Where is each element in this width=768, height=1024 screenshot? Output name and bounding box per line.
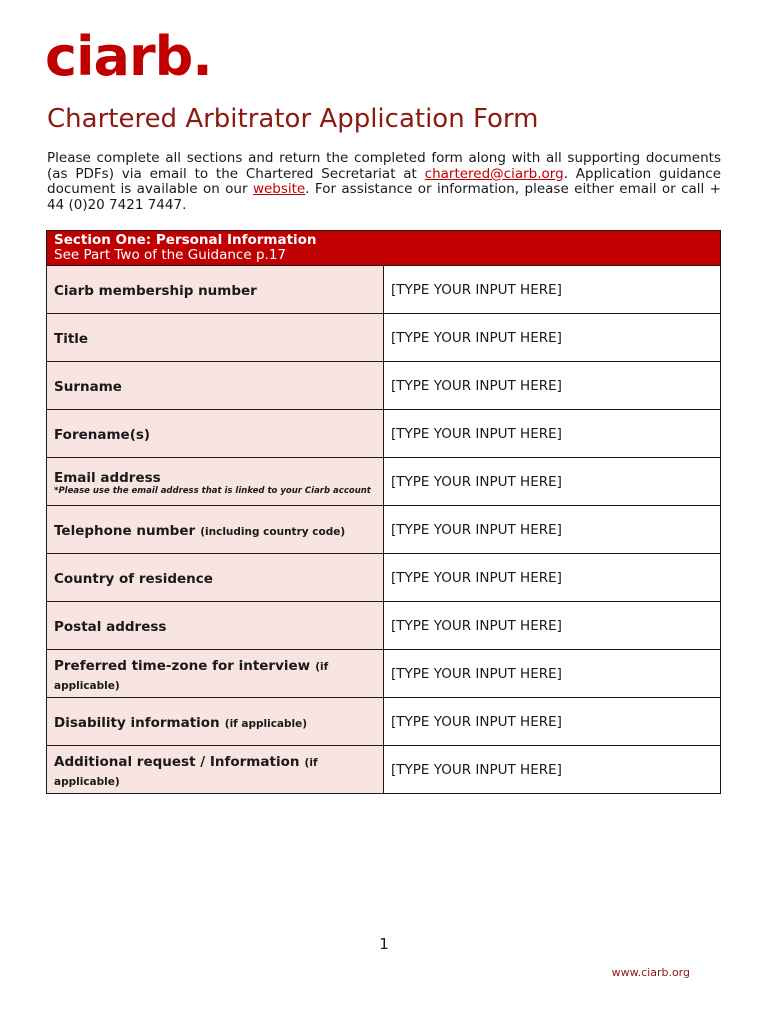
membership-number-label: Ciarb membership number [54,283,257,299]
disability-qualifier: (if applicable) [224,718,308,730]
forenames-label: Forename(s) [54,427,151,443]
form-row [47,506,721,554]
additional-request-qualifier: (if applicable) [54,756,318,788]
form-row [47,554,721,602]
field-label-cell [47,698,384,746]
website-link[interactable]: website [252,181,306,198]
ciarb-logo: ciarb. [45,25,212,88]
footer-url[interactable]: www.ciarb.org [611,966,690,979]
form-row [47,650,721,698]
field-label-cell [47,746,384,794]
intro-text: . For assistance or information, please either email or call + 44 (0)20 7421 7447. [47,181,721,213]
telephone-input[interactable]: [TYPE YOUR INPUT HERE] [384,506,721,554]
form-row [47,362,721,410]
personal-information-table [46,230,721,794]
surname-input[interactable]: [TYPE YOUR INPUT HERE] [384,362,721,410]
disability-information-label: Disability information [54,715,220,731]
field-label-cell [47,266,384,314]
email-address-input[interactable]: [TYPE YOUR INPUT HERE] [384,458,721,506]
title-input[interactable]: [TYPE YOUR INPUT HERE] [384,314,721,362]
email-address-note: *Please use the email address that is linked to your Ciarb account [54,486,371,496]
intro-text: . [563,165,568,182]
field-label-cell [47,650,384,698]
intro-paragraph [47,151,721,213]
field-label-cell [47,554,384,602]
forenames-input[interactable]: [TYPE YOUR INPUT HERE] [384,410,721,458]
postal-address-label: Postal address [54,619,167,635]
form-row [47,458,721,506]
field-label-cell [47,458,384,506]
country-of-residence-input[interactable]: [TYPE YOUR INPUT HERE] [384,554,721,602]
telephone-label: Telephone number [54,523,196,539]
membership-number-input[interactable]: [TYPE YOUR INPUT HERE] [384,266,721,314]
form-row [47,410,721,458]
time-zone-label: Preferred time-zone for interview [54,657,311,674]
postal-address-input[interactable]: [TYPE YOUR INPUT HERE] [384,602,721,650]
field-label-cell [47,602,384,650]
form-row [47,698,721,746]
time-zone-input[interactable]: [TYPE YOUR INPUT HERE] [384,650,721,698]
intro-text: Application guidance document is available on our [47,165,722,198]
additional-request-input[interactable]: [TYPE YOUR INPUT HERE] [384,746,721,794]
title-label: Title [54,331,89,347]
field-label-cell [47,410,384,458]
page-number: 1 [379,935,389,953]
page-title: Chartered Arbitrator Application Form [47,104,539,134]
disability-information-input[interactable]: [TYPE YOUR INPUT HERE] [384,698,721,746]
form-row [47,266,721,314]
field-label-cell [47,314,384,362]
email-link[interactable]: chartered@ciarb.org [424,165,564,182]
field-label-cell [47,362,384,410]
section-header-row [47,231,721,266]
form-row [47,314,721,362]
email-address-label: Email address [54,470,161,486]
section-subtitle: See Part Two of the Guidance p.17 [54,247,286,263]
section-header [47,231,721,266]
telephone-qualifier: (including country code) [200,526,346,538]
surname-label: Surname [54,379,122,395]
section-title: Section One: Personal Information [54,232,317,248]
country-of-residence-label: Country of residence [54,571,213,587]
additional-request-label: Additional request / Information [54,753,300,770]
intro-text: Please complete all sections and return the completed form along with all supporting documents (as PDFs) via email to the Chartered Secretariat at [47,150,721,182]
time-zone-qualifier: (if applicable) [54,660,329,692]
field-label-cell [47,506,384,554]
form-row [47,602,721,650]
form-row [47,746,721,794]
